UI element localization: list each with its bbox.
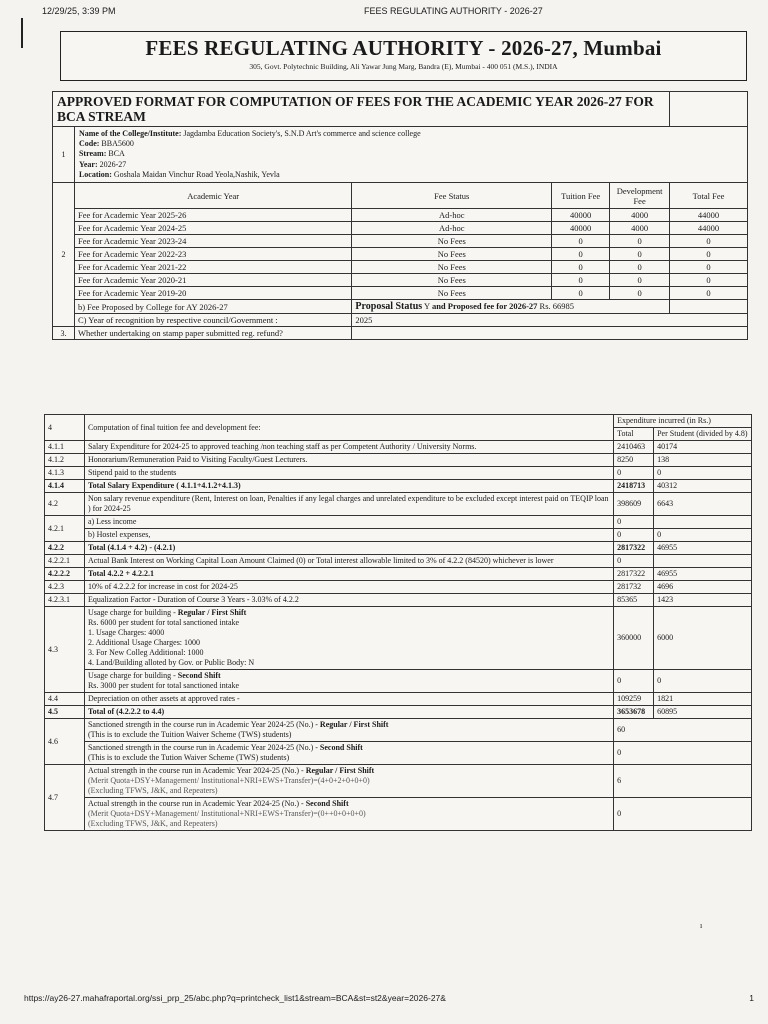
print-datetime: 12/29/25, 3:39 PM <box>42 6 116 16</box>
fee-row: Fee for Academic Year 2021-22 No Fees 0 0 0 <box>53 261 748 274</box>
recognition-row: C) Year of recognition by respective council/Government : 2025 <box>53 314 748 327</box>
year: 2026-27 <box>99 159 127 169</box>
computation-row: 4.2.2.2 Total 4.2.2 + 4.2.2.1 2817322 46955 <box>45 568 752 581</box>
section-number: 1 <box>53 127 75 183</box>
actual-first-row: 4.7 Actual strength in the course run in Academic Year 2024-25 (No.) - Regular / First Shift (Merit Quota+DSY+Management/ Institutional+NRI+EWS+Transfer)=(4+0+2+0+0+0) (Excluding TFWS, J&K, and Repeaters) 6 <box>45 765 752 798</box>
fee-details-table <box>52 91 748 340</box>
fee-row: Fee for Academic Year 2023-24 No Fees 0 0 0 <box>53 235 748 248</box>
recognition-year: 2025 <box>352 314 748 327</box>
computation-table: 4 Computation of final tuition fee and development fee: Expenditure incurred (in Rs.) Total Per Student (divided by 4.8) 4.1.1 Salary Expenditure for 2024-25 to approved teaching /non teaching staff as per Competent Authority / University Norms. 2410463 40174 4.1.2 Honorarium/Remuneration Paid to Visiting Faculty/Guest Lecturers. 8250 138 4.1.3 Stipend paid to the students 0 0 4.1.4 Total Salary Expenditure ( 4.1.1+4.1.2+4.1.3) 2418713 40312 4.2 Non salary revenue expenditure (Rent, Interest on loan, Penalties if any legal charges and unrelated expenditure to be excluded except interest paid on TEQIP loan ) for 2024-25 398609 6643 4.2.1 a) Less income 0 b) Hostel expenses, 0 0 4.2.2 Total (4.1.4 + 4.2) - (4.2.1) 2817322 46955 4.2.2.1 Actual Bank Interest on Working Capital Loan Amount Claimed (0) or Total interest allowable limited to 3% of 4.2.2 (84520) whichever is lower 0 4.2.2.2 Total 4.2.2 + 4.2.2.1 2817322 46955 4.2.3 10% of 4.2.2.2 for increase in cost for 2024-25 281732 4696 4.2.3.1 Equalization Factor - Duration of Course 3 Years - 3.03% of 4.2.2 85365 1423 4.3 Usage charge for building - Regular / First Shift Rs. 6000 per student for total sanctioned intake 1. Usage Charges: 4000 2. Additional Usage Charges: 1000 3. For New Colleg Additional: 1000 4. Land/Building alloted by Gov. or Public Body: N 360000 6000 Usage charge for building - Second Shift Rs. 3000 per student for total sanctioned intake 0 0 4.4 Depreciation on other assets at approved rates - 109259 1821 4.5 Total of (4.2.2.2 to 4.4) 3653678 60895 4.6 Sanctioned strength in the course run in Academic Year 2024-25 (No.) - Regular / First Shift (This is to exclude the Tuition Waiver Scheme (TWS) students) 60 Sanctioned strength in the course run in Academic Year 2024-25 (No.) - Second Shift (This is to exclude the Tution Waiver Scheme (TWS) students) 0 4.7 Actual strength in the course run in Academic Year 2024-25 (No.) - Regular / First Shift (Merit Quota+DSY+Management/ Institutional+NRI+EWS+Transfer)=(4+0+2+0+0+0) (Excluding TFWS, J&K, and Repeaters) 6 Actual strength in the course run in Academic Year 2024-25 (No.) - Second Shift (Merit Quota+DSY+Management/ Institutional+NRI+EWS+Transfer)=(0++0+0+0+0) (Excluding TFWS, J&K, and Repeaters) 0 <box>44 414 752 831</box>
undertaking-row: 3. Whether undertaking on stamp paper submitted reg. refund? <box>53 327 748 340</box>
col-header: Fee Status <box>352 183 552 209</box>
computation-row: 4.2.2.1 Actual Bank Interest on Working Capital Loan Amount Claimed (0) or Total interest allowable limited to 3% of 4.2.2 (84520) whichever is lower 0 <box>45 555 752 568</box>
actual-second-row: Actual strength in the course run in Academic Year 2024-25 (No.) - Second Shift (Merit Quota+DSY+Management/ Institutional+NRI+EWS+Transfer)=(0++0+0+0+0) (Excluding TFWS, J&K, and Repeaters) 0 <box>45 798 752 831</box>
print-title: FEES REGULATING AUTHORITY - 2026-27 <box>364 6 543 16</box>
col-header: Total Fee <box>670 183 748 209</box>
computation-row: 4.2 Non salary revenue expenditure (Rent, Interest on loan, Penalties if any legal charges and unrelated expenditure to be excluded except interest paid on TEQIP loan ) for 2024-25 398609 6643 <box>45 493 752 516</box>
sanctioned-first-row: 4.6 Sanctioned strength in the course run in Academic Year 2024-25 (No.) - Regular / First Shift (This is to exclude the Tuition Waiver Scheme (TWS) students) 60 <box>45 719 752 742</box>
col-header: Development Fee <box>610 183 670 209</box>
section-number: 2 <box>53 183 75 327</box>
proposed-fee-row: b) Fee Proposed by College for AY 2026-27 Proposal Status Y and Proposed fee for 2026-27 Rs. 66985 <box>53 300 748 314</box>
proposed-fee: Rs. 66985 <box>539 301 575 312</box>
computation-row: 4.1.2 Honorarium/Remuneration Paid to Visiting Faculty/Guest Lecturers. 8250 138 <box>45 454 752 467</box>
computation-title: Computation of final tuition fee and development fee: <box>84 415 613 441</box>
form-heading: APPROVED FORMAT FOR COMPUTATION OF FEES FOR THE ACADEMIC YEAR 2026-27 FOR BCA STREAM <box>53 92 670 127</box>
fee-row: Fee for Academic Year 2022-23 No Fees 0 0 0 <box>53 248 748 261</box>
college-info: Name of the College/Institute: Jagdamba Education Society's, S.N.D Art's commerce and science college Code: BBA5600 Stream: BCA Year: 2026-27 Location: Goshala Maidan Vinchur Road Yeola,Nashik, Yevla <box>74 127 747 183</box>
col-header: Tuition Fee <box>552 183 610 209</box>
computation-row: 4.1.3 Stipend paid to the students 0 0 <box>45 467 752 480</box>
fee-row: Fee for Academic Year 2025-26 Ad-hoc 40000 4000 44000 <box>53 209 748 222</box>
page-url: https://ay26-27.mahafraportal.org/ssi_prp_25/abc.php?q=printcheck_list1&stream=BCA&st=st2&year=2026-27& <box>24 993 446 1003</box>
fee-row: Fee for Academic Year 2020-21 No Fees 0 0 0 <box>53 274 748 287</box>
fee-row: Fee for Academic Year 2019-20 No Fees 0 0 0 <box>53 287 748 300</box>
computation-row: 4.2.3.1 Equalization Factor - Duration of Course 3 Years - 3.03% of 4.2.2 85365 1423 <box>45 594 752 607</box>
stream: BCA <box>108 149 125 159</box>
computation-row: 4.1.4 Total Salary Expenditure ( 4.1.1+4.1.2+4.1.3) 2418713 40312 <box>45 480 752 493</box>
authority-title: FEES REGULATING AUTHORITY - 2026-27, Mumbai <box>145 36 662 60</box>
computation-row: 4.1.1 Salary Expenditure for 2024-25 to approved teaching /non teaching staff as per Competent Authority / University Norms. 2410463 40174 <box>45 441 752 454</box>
total-row: 4.5 Total of (4.2.2.2 to 4.4) 3653678 60895 <box>45 706 752 719</box>
college-name: Jagdamba Education Society's, S.N.D Art's commerce and science college <box>183 129 421 138</box>
edge-mark <box>21 18 23 48</box>
sanctioned-second-row: Sanctioned strength in the course run in Academic Year 2024-25 (No.) - Second Shift (This is to exclude the Tution Waiver Scheme (TWS) students) 0 <box>45 742 752 765</box>
fee-row: Fee for Academic Year 2024-25 Ad-hoc 40000 4000 44000 <box>53 222 748 235</box>
expenditure-header: Expenditure incurred (in Rs.) <box>614 415 752 428</box>
authority-header <box>60 31 747 81</box>
proposal-status: Y <box>423 301 430 312</box>
page-number: 1 <box>749 993 754 1003</box>
computation-row: 4.2.1 a) Less income 0 <box>45 516 752 529</box>
college-code: BBA5600 <box>101 139 134 149</box>
computation-row: 4.2.2 Total (4.1.4 + 4.2) - (4.2.1) 2817322 46955 <box>45 542 752 555</box>
usage-second-row: Usage charge for building - Second Shift Rs. 3000 per student for total sanctioned intake 0 0 <box>45 670 752 693</box>
print-footer <box>24 993 754 1003</box>
computation-row: b) Hostel expenses, 0 0 <box>45 529 752 542</box>
depreciation-row: 4.4 Depreciation on other assets at approved rates - 109259 1821 <box>45 693 752 706</box>
authority-address: 305, Govt. Polytechnic Building, Ali Yawar Jung Marg, Bandra (E), Mumbai - 400 051 (M.S.), INDIA <box>249 62 558 71</box>
location: Goshala Maidan Vinchur Road Yeola,Nashik, Yevla <box>113 169 280 179</box>
undertaking-value <box>352 327 748 340</box>
usage-first-row: 4.3 Usage charge for building - Regular / First Shift Rs. 6000 per student for total sanctioned intake 1. Usage Charges: 4000 2. Additional Usage Charges: 1000 3. For New Colleg Additional: 1000 4. Land/Building alloted by Gov. or Public Body: N 360000 6000 <box>45 607 752 670</box>
col-header: Academic Year <box>74 183 351 209</box>
stray-mark: ı <box>700 921 703 930</box>
computation-row: 4.2.3 10% of 4.2.2.2 for increase in cost for 2024-25 281732 4696 <box>45 581 752 594</box>
